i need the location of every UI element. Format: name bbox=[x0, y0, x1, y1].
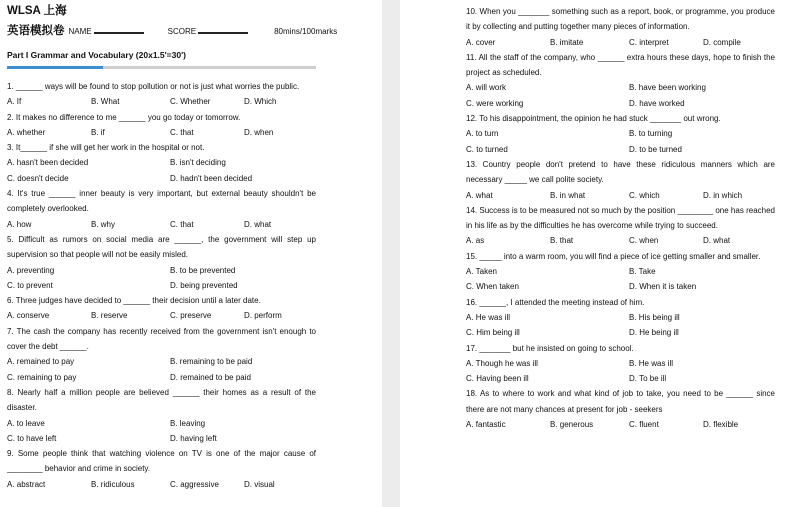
option: B. remaining to be paid bbox=[170, 357, 253, 367]
score-blank bbox=[198, 28, 248, 34]
option: B. His being ill bbox=[629, 312, 680, 322]
options-row bbox=[466, 96, 775, 111]
question bbox=[466, 341, 775, 387]
page-right bbox=[400, 0, 804, 507]
question bbox=[466, 111, 775, 157]
option: D. what bbox=[703, 236, 731, 246]
option: D. compile bbox=[703, 37, 741, 47]
option: B. ridiculous bbox=[91, 479, 135, 489]
page-gutter bbox=[382, 0, 400, 507]
option: A. to turn bbox=[466, 129, 499, 139]
option: C. aggressive bbox=[170, 479, 219, 489]
options-row bbox=[7, 155, 316, 170]
options-row bbox=[466, 142, 775, 157]
question-stem: 8. Nearly half a million people are believed ______ their homes as a result of the disaster. bbox=[7, 387, 316, 413]
option: A. Though he was ill bbox=[466, 358, 538, 368]
options-row bbox=[466, 126, 775, 141]
options-row bbox=[466, 80, 775, 95]
section-bar bbox=[7, 66, 316, 69]
page-left bbox=[0, 0, 382, 507]
option: D. flexible bbox=[703, 420, 739, 430]
question bbox=[466, 157, 775, 203]
option: D. to be turned bbox=[629, 144, 682, 154]
option: C. interpret bbox=[629, 37, 669, 47]
score-label: SCORE bbox=[167, 27, 197, 36]
question-stem: 12. To his disappointment, the opinion he had stuck _______ out wrong. bbox=[466, 114, 721, 124]
option: C. that bbox=[170, 219, 194, 229]
section-heading: Part I Grammar and Vocabulary (20x1.5'=30') bbox=[7, 50, 186, 60]
option: C. when bbox=[629, 236, 659, 246]
options-row bbox=[7, 94, 316, 109]
option: A. He was ill bbox=[466, 312, 511, 322]
question bbox=[466, 203, 775, 249]
option: B. that bbox=[550, 236, 574, 246]
question-stem: 7. The cash the company has recently received from the government isn't enough to cover the debt ______. bbox=[7, 326, 316, 352]
question bbox=[7, 79, 316, 110]
question-stem: 11. All the staff of the company, who ______ extra hours these days, hope to finish the project as scheduled. bbox=[466, 52, 775, 78]
option: C. Having been ill bbox=[466, 374, 529, 384]
option: C. were working bbox=[466, 98, 524, 108]
options-row bbox=[466, 188, 775, 203]
option: D. in which bbox=[703, 190, 743, 200]
option: D. perform bbox=[244, 311, 282, 321]
options-row bbox=[466, 279, 775, 294]
option: A. remained to pay bbox=[7, 357, 75, 367]
question-stem: 17. _______ but he insisted on going to school. bbox=[466, 343, 634, 353]
question-stem: 13. Country people don't pretend to have these ridiculous manners which are necessary _____ we call polite society. bbox=[466, 159, 775, 185]
options-row bbox=[7, 416, 316, 431]
option: A. cover bbox=[466, 37, 496, 47]
options-row bbox=[466, 325, 775, 340]
options-row bbox=[466, 233, 775, 248]
option: A. abstract bbox=[7, 479, 46, 489]
question bbox=[466, 4, 775, 50]
options-row bbox=[7, 125, 316, 140]
options-row bbox=[7, 431, 316, 446]
option: D. having left bbox=[170, 433, 217, 443]
option: C. Him being ill bbox=[466, 328, 520, 338]
duration: 80mins/100marks bbox=[274, 27, 338, 36]
option: C. preserve bbox=[170, 311, 212, 321]
option: B. have been working bbox=[629, 83, 706, 93]
option: B. why bbox=[91, 219, 116, 229]
option: D. visual bbox=[244, 479, 275, 489]
question-stem: 4. It's true ______ inner beauty is very important, but external beauty shouldn't be completely overlooked. bbox=[7, 189, 316, 214]
option: B. to turning bbox=[629, 129, 673, 139]
question-stem: 6. Three judges have decided to ______ their decision until a later date. bbox=[7, 296, 261, 306]
option: D. hadn't been decided bbox=[170, 173, 253, 183]
option: A. to leave bbox=[7, 418, 45, 428]
doc-title: WLSA 上海 bbox=[7, 5, 67, 17]
question bbox=[466, 386, 775, 432]
option: A. how bbox=[7, 219, 32, 229]
option: C. When taken bbox=[466, 282, 519, 292]
option: D. He being ill bbox=[629, 328, 679, 338]
options-row bbox=[7, 217, 316, 232]
question bbox=[466, 295, 775, 341]
question-stem: 5. Difficult as rumors on social media are ______, the government will step up supervision so that people will not be easily misled. bbox=[7, 234, 316, 260]
question-stem: 18. As to where to work and what kind of job to take, you need to be ______ since there are not many chances at present for job - seekers bbox=[466, 389, 775, 414]
questions-right bbox=[466, 4, 775, 432]
options-row bbox=[466, 35, 775, 50]
question-stem: 15. _____ into a warm room, you will find a piece of ice getting smaller and smaller. bbox=[466, 251, 761, 261]
option: A. hasn't been decided bbox=[7, 158, 89, 168]
option: C. that bbox=[170, 127, 194, 137]
option: D. When it is taken bbox=[629, 282, 697, 292]
option: B. in what bbox=[550, 190, 586, 200]
option: A. whether bbox=[7, 127, 46, 137]
option: B. He was ill bbox=[629, 358, 674, 368]
option: D. Which bbox=[244, 97, 277, 107]
question bbox=[7, 186, 316, 232]
option: B. Take bbox=[629, 267, 656, 277]
question bbox=[7, 110, 316, 141]
doc-subtitle: 英语模拟卷 bbox=[7, 25, 65, 37]
question bbox=[7, 140, 316, 186]
option: B. leaving bbox=[170, 418, 206, 428]
questions-left bbox=[7, 79, 316, 492]
option: C. Whether bbox=[170, 97, 211, 107]
options-row bbox=[466, 371, 775, 386]
options-row bbox=[7, 354, 316, 369]
option: C. which bbox=[629, 190, 660, 200]
question bbox=[7, 293, 316, 324]
options-row bbox=[7, 171, 316, 186]
question-stem: 9. Some people think that watching violence on TV is one of the major cause of ________ behavior and crime in society. bbox=[7, 449, 316, 474]
option: A. will work bbox=[466, 83, 507, 93]
option: B. What bbox=[91, 97, 120, 107]
question bbox=[466, 249, 775, 295]
name-blank bbox=[94, 28, 144, 34]
question-stem: 10. When you _______ something such as a report, book, or programme, you produce it by collecting and putting together many pieces of information. bbox=[466, 7, 775, 32]
options-row bbox=[7, 278, 316, 293]
options-row bbox=[7, 308, 316, 323]
option: A. fantastic bbox=[466, 420, 506, 430]
option: C. to have left bbox=[7, 433, 57, 443]
options-row bbox=[466, 417, 775, 432]
option: B. to be prevented bbox=[170, 265, 236, 275]
options-row bbox=[466, 310, 775, 325]
question bbox=[7, 324, 316, 385]
option: A. as bbox=[466, 236, 485, 246]
question bbox=[7, 446, 316, 492]
option: D. what bbox=[244, 219, 272, 229]
option: A. If bbox=[7, 97, 22, 107]
option: D. have worked bbox=[629, 98, 685, 108]
option: A. what bbox=[466, 190, 493, 200]
option: D. when bbox=[244, 127, 274, 137]
option: B. generous bbox=[550, 420, 594, 430]
option: B. if bbox=[91, 127, 105, 137]
option: D. being prevented bbox=[170, 280, 238, 290]
name-label: NAME bbox=[68, 27, 92, 36]
options-row bbox=[466, 356, 775, 371]
option: A. Taken bbox=[466, 267, 497, 277]
option: C. to prevent bbox=[7, 280, 53, 290]
options-row bbox=[7, 370, 316, 385]
doc-header-row bbox=[7, 22, 337, 38]
option: B. isn't deciding bbox=[170, 158, 226, 168]
options-row bbox=[7, 477, 316, 492]
section-bar-fill bbox=[7, 66, 103, 69]
question-stem: 16. ______, I attended the meeting instead of him. bbox=[466, 297, 645, 307]
question bbox=[466, 50, 775, 111]
options-row bbox=[7, 263, 316, 278]
option: A. conserve bbox=[7, 311, 50, 321]
option: D. To be ill bbox=[629, 374, 667, 384]
option: C. to turned bbox=[466, 144, 508, 154]
options-row bbox=[466, 264, 775, 279]
question-stem: 3. It______ if she will get her work in the hospital or not. bbox=[7, 143, 205, 153]
option: C. doesn't decide bbox=[7, 173, 69, 183]
option: D. remained to be paid bbox=[170, 372, 251, 382]
option: A. preventing bbox=[7, 265, 55, 275]
option: B. imitate bbox=[550, 37, 584, 47]
question-stem: 14. Success is to be measured not so much by the position ________ one has reached in his life as by the difficulties he has overcome while trying to succeed. bbox=[466, 205, 775, 231]
option: B. reserve bbox=[91, 311, 128, 321]
option: C. fluent bbox=[629, 420, 659, 430]
question bbox=[7, 385, 316, 446]
question bbox=[7, 232, 316, 293]
option: C. remaining to pay bbox=[7, 372, 77, 382]
question-stem: 2. It makes no difference to me ______ you go today or tomorrow. bbox=[7, 112, 241, 122]
question-stem: 1. ______ ways will be found to stop pollution or not is just what worries the public. bbox=[7, 82, 300, 91]
